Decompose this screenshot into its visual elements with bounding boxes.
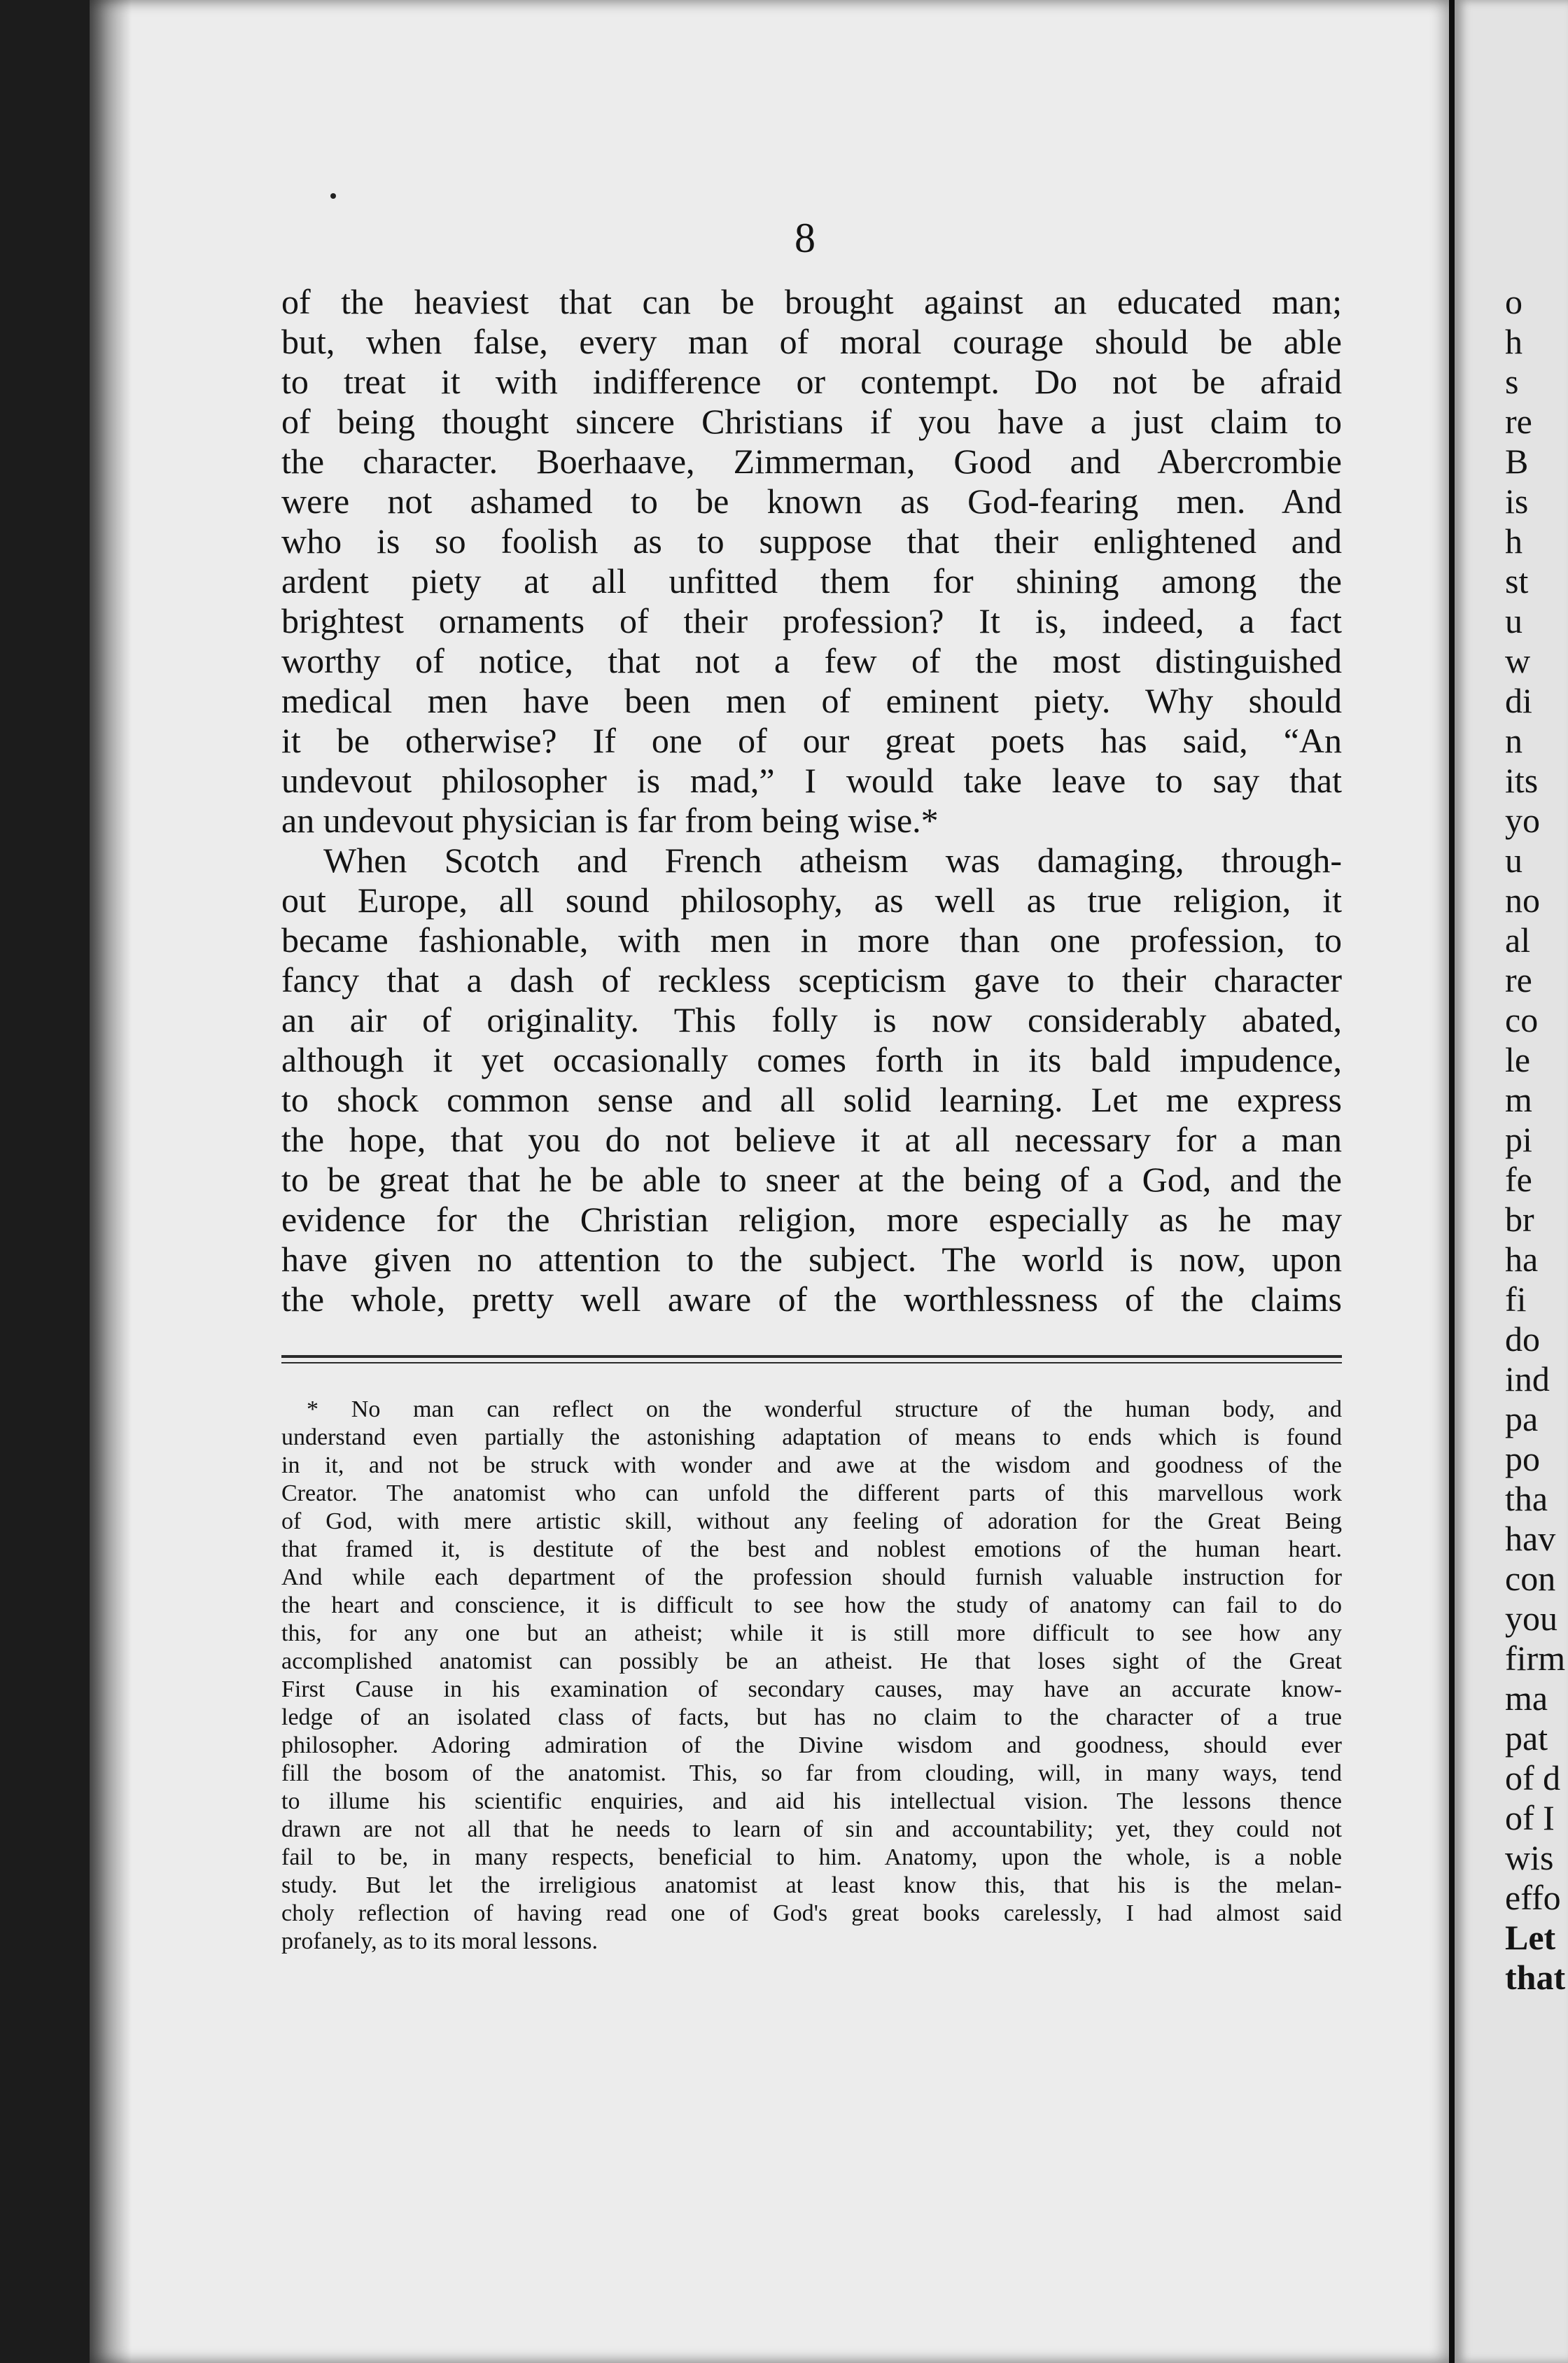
adjacent-fragment: s bbox=[1505, 362, 1519, 401]
footnote-line: understand even partially the astonishing adaptation of means to ends which is found bbox=[281, 1424, 1342, 1450]
adjacent-fragment: pat bbox=[1505, 1718, 1548, 1758]
adjacent-fragment: al bbox=[1505, 920, 1531, 960]
text-line: an undevout physician is far from being wise.* bbox=[281, 801, 939, 840]
adjacent-fragment: you bbox=[1505, 1599, 1558, 1638]
adjacent-fragment: Let bbox=[1505, 1918, 1556, 1957]
adjacent-fragment: yo bbox=[1505, 801, 1540, 840]
adjacent-fragment: B bbox=[1505, 442, 1529, 481]
adjacent-fragment: ind bbox=[1505, 1359, 1550, 1398]
adjacent-fragment: m bbox=[1505, 1080, 1532, 1119]
footnote-line: philosopher. Adoring admiration of the Divine wisdom and goodness, should ever bbox=[281, 1732, 1342, 1758]
footnote-line: fail to be, in many respects, beneficial to him. Anatomy, upon the whole, is a noble bbox=[281, 1844, 1342, 1870]
text-line: ardent piety at all unfitted them for shining among the bbox=[281, 561, 1342, 601]
text-line: out Europe, all sound philosophy, as well as true religion, it bbox=[281, 881, 1342, 920]
footnote-line: drawn are not all that he needs to learn of sin and accountability; yet, they could not bbox=[281, 1816, 1342, 1842]
text-line: evidence for the Christian religion, more especially as he may bbox=[281, 1200, 1342, 1239]
text-line: to be great that he be able to sneer at the being of a God, and the bbox=[281, 1160, 1342, 1199]
adjacent-fragment: h bbox=[1505, 322, 1522, 361]
adjacent-fragment: pi bbox=[1505, 1120, 1532, 1159]
footnote-line: Creator. The anatomist who can unfold the different parts of this marvellous work bbox=[281, 1480, 1342, 1506]
text-line: it be otherwise? If one of our great poets has said, “An bbox=[281, 721, 1342, 760]
adjacent-fragment: is bbox=[1505, 482, 1529, 521]
footnote-line: of God, with mere artistic skill, without any feeling of adoration for the Great Being bbox=[281, 1508, 1342, 1534]
text-line: When Scotch and French atheism was damaging, through- bbox=[323, 841, 1342, 880]
main-text bbox=[281, 282, 1342, 1319]
text-line: although it yet occasionally comes forth in its bald impudence, bbox=[281, 1040, 1342, 1079]
footnote bbox=[281, 1396, 1342, 1956]
page-number: 8 bbox=[794, 215, 816, 261]
adjacent-fragment: wis bbox=[1505, 1838, 1554, 1877]
text-line: to treat it with indifference or contempt. Do not be afraid bbox=[281, 362, 1342, 401]
adjacent-fragment: ma bbox=[1505, 1678, 1548, 1718]
footnote-line: First Cause in his examination of secondary causes, may have an accurate know- bbox=[281, 1676, 1342, 1702]
page-gutter bbox=[1449, 0, 1455, 2363]
adjacent-fragment: of d bbox=[1505, 1758, 1561, 1797]
adjacent-fragment: hav bbox=[1505, 1519, 1556, 1558]
footnote-line: this, for any one but an atheist; while it is still more difficult to see how any bbox=[281, 1620, 1342, 1646]
adjacent-fragment: le bbox=[1505, 1040, 1531, 1079]
adjacent-fragment: u bbox=[1505, 841, 1522, 880]
adjacent-fragment: h bbox=[1505, 521, 1522, 561]
text-line: the character. Boerhaave, Zimmerman, Good and Abercrombie bbox=[281, 442, 1342, 481]
footnote-line: in it, and not be struck with wonder and awe at the wisdom and goodness of the bbox=[281, 1452, 1342, 1478]
ink-dot bbox=[330, 193, 336, 199]
adjacent-fragment: pa bbox=[1505, 1399, 1539, 1438]
text-line: became fashionable, with men in more than one profession, to bbox=[281, 920, 1342, 960]
adjacent-fragment: st bbox=[1505, 561, 1529, 601]
adjacent-fragment: n bbox=[1505, 721, 1522, 760]
text-line: have given no attention to the subject. The world is now, upon bbox=[281, 1240, 1342, 1279]
text-line: worthy of notice, that not a few of the most distinguished bbox=[281, 641, 1342, 680]
text-line: the whole, pretty well aware of the worthlessness of the claims bbox=[281, 1279, 1342, 1319]
text-line: an air of originality. This folly is now considerably abated, bbox=[281, 1000, 1342, 1039]
text-line: of being thought sincere Christians if you have a just claim to bbox=[281, 402, 1342, 441]
adjacent-fragment: co bbox=[1505, 1000, 1539, 1039]
footnote-rule bbox=[281, 1355, 1342, 1358]
footnote-line: study. But let the irreligious anatomist at least know this, that his is the melan- bbox=[281, 1872, 1342, 1898]
footnote-line: * No man can reflect on the wonderful structure of the human body, and bbox=[307, 1396, 1342, 1422]
adjacent-fragment: ha bbox=[1505, 1240, 1539, 1279]
footnote-line: the heart and conscience, it is difficult to see how the study of anatomy can fail to do bbox=[281, 1592, 1342, 1618]
adjacent-fragment: w bbox=[1505, 641, 1531, 680]
text-line: medical men have been men of eminent piety. Why should bbox=[281, 681, 1342, 720]
adjacent-fragment: o bbox=[1505, 282, 1522, 321]
text-line: who is so foolish as to suppose that their enlightened and bbox=[281, 521, 1342, 561]
text-line: were not ashamed to be known as God-fearing men. And bbox=[281, 482, 1342, 521]
footnote-line: that framed it, is destitute of the best and noblest emotions of the human heart. bbox=[281, 1536, 1342, 1562]
footnote-line: And while each department of the profession should furnish valuable instruction for bbox=[281, 1564, 1342, 1590]
adjacent-fragment: its bbox=[1505, 761, 1539, 800]
footnote-line: accomplished anatomist can possibly be an atheist. He that loses sight of the Great bbox=[281, 1648, 1342, 1674]
text-line: fancy that a dash of reckless scepticism gave to their character bbox=[281, 960, 1342, 1000]
binding-shadow bbox=[90, 0, 132, 2363]
text-line: the hope, that you do not believe it at all necessary for a man bbox=[281, 1120, 1342, 1159]
adjacent-fragment: tha bbox=[1505, 1479, 1548, 1518]
adjacent-fragment: re bbox=[1505, 402, 1532, 441]
adjacent-fragment: firm bbox=[1505, 1639, 1566, 1678]
text-line: undevout philosopher is mad,” I would take leave to say that bbox=[281, 761, 1342, 800]
footnote-rule-thin bbox=[281, 1362, 1342, 1363]
adjacent-fragment: no bbox=[1505, 881, 1540, 920]
adjacent-fragment: effo bbox=[1505, 1878, 1561, 1917]
footnote-line: profanely, as to its moral lessons. bbox=[281, 1928, 598, 1954]
adjacent-fragment: fe bbox=[1505, 1160, 1532, 1199]
adjacent-page-text bbox=[1505, 282, 1565, 1998]
footnote-line: ledge of an isolated class of facts, but has no claim to the character of a true bbox=[281, 1704, 1342, 1730]
adjacent-fragment: do bbox=[1505, 1319, 1540, 1359]
text-line: but, when false, every man of moral courage should be able bbox=[281, 322, 1342, 361]
footnote-line: to illume his scientific enquiries, and aid his intellectual vision. The lessons thence bbox=[281, 1788, 1342, 1814]
footnote-line: fill the bosom of the anatomist. This, so far from clouding, will, in many ways, tend bbox=[281, 1760, 1342, 1786]
footnote-line: choly reflection of having read one of God's great books carelessly, I had almost said bbox=[281, 1900, 1342, 1926]
text-line: of the heaviest that can be brought against an educated man; bbox=[281, 282, 1342, 321]
text-line: to shock common sense and all solid learning. Let me express bbox=[281, 1080, 1342, 1119]
adjacent-fragment: con bbox=[1505, 1559, 1556, 1598]
adjacent-fragment: fi bbox=[1505, 1279, 1527, 1319]
adjacent-fragment: re bbox=[1505, 960, 1532, 1000]
adjacent-fragment: po bbox=[1505, 1439, 1540, 1478]
adjacent-fragment: of I bbox=[1505, 1798, 1555, 1837]
adjacent-fragment: br bbox=[1505, 1200, 1534, 1239]
text-line: brightest ornaments of their profession? It is, indeed, a fact bbox=[281, 601, 1342, 640]
adjacent-fragment: di bbox=[1505, 681, 1532, 720]
adjacent-fragment: u bbox=[1505, 601, 1522, 640]
adjacent-fragment: that bbox=[1505, 1958, 1566, 1997]
